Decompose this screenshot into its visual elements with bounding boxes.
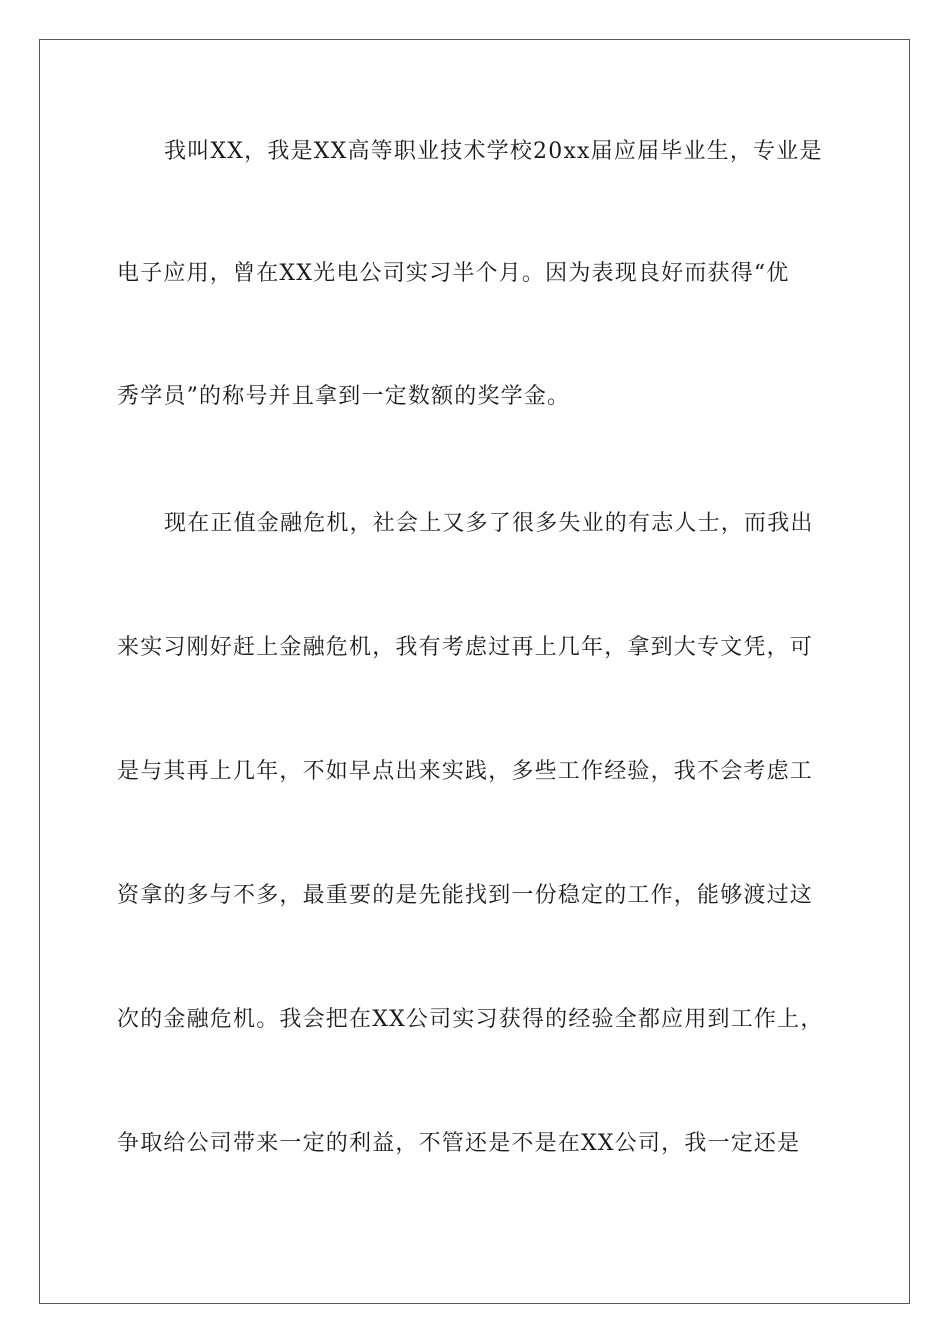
text-line: 现在正值金融危机，社会上又多了很多失业的有志人士，而我出 — [164, 511, 814, 536]
page-border — [39, 39, 910, 1304]
text-line: 我叫XX，我是XX高等职业技术学校20xx届应届毕业生，专业是 — [164, 139, 823, 164]
text-line: 电子应用，曾在XX光电公司实习半个月。因为表现良好而获得“优 — [117, 261, 790, 286]
text-line: 秀学员”的称号并且拿到一定数额的奖学金。 — [117, 384, 571, 409]
text-line: 资拿的多与不多，最重要的是先能找到一份稳定的工作，能够渡过这 — [117, 883, 814, 908]
text-line: 来实习刚好赶上金融危机，我有考虑过再上几年，拿到大专文凭，可 — [117, 635, 814, 660]
text-line: 是与其再上几年，不如早点出来实践，多些工作经验，我不会考虑工 — [117, 759, 814, 784]
text-line: 次的金融危机。我会把在XX公司实习获得的经验全都应用到工作上， — [117, 1007, 824, 1032]
text-line: 争取给公司带来一定的利益，不管还是不是在XX公司，我一定还是 — [117, 1131, 801, 1156]
